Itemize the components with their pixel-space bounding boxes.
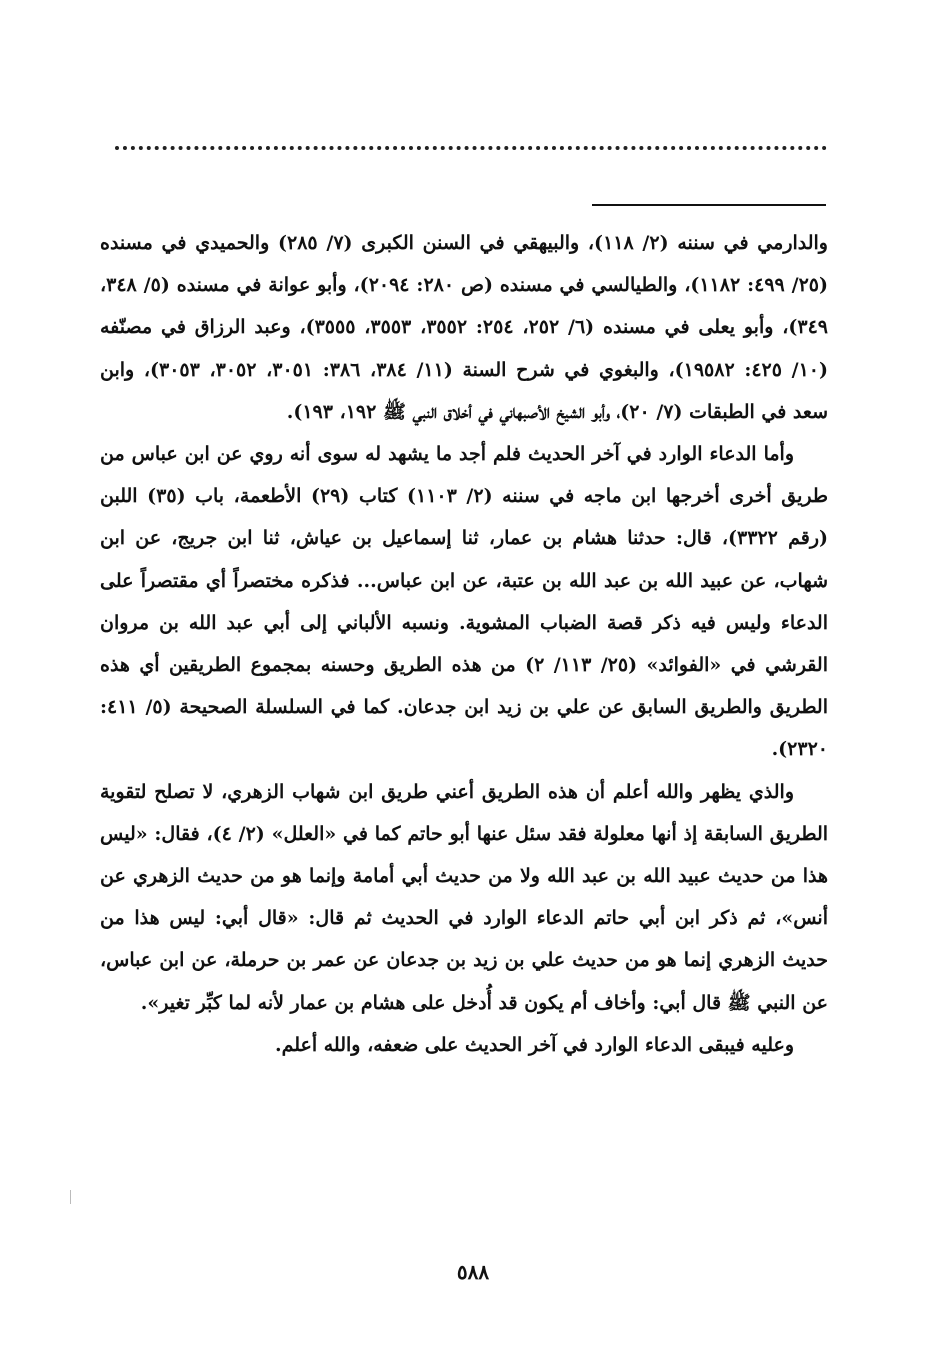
footnote-text bbox=[100, 222, 828, 1066]
scan-speck bbox=[70, 1190, 71, 1204]
footnote-paragraph-1: والدارمي في سننه (٢/ ١١٨)، والبيهقي في السنن الكبرى (٧/ ٢٨٥) والحميدي في مسنده (٢٥/ ٤٩٩: ١١٨٢)، والطيالسي في مسنده (ص ٢٨٠: ٢٠٩٤)، وأبو عوانة في مسنده (٥/ ٣٤٨، ٣٤٩)، وأبو يعلى في مسنده (٦/ ٢٥٢، ٢٥٤: ٣٥٥٢، ٣٥٥٣، ٣٥٥٥)، وعبد الرزاق في مصنّفه (١٠/ ٤٢٥: ١٩٥٨٢)، والبغوي في شرح السنة (١١/ ٣٨٤، ٣٨٦: ٣٠٥١، ٣٠٥٢، ٣٠٥٣)، وابن سعد في الطبقات (٧/ ٢٠)، وأبو الشيخ الأصبهاني في أخلاق النبي ﷺ ١٩٢، ١٩٣). bbox=[100, 232, 829, 423]
footnote-rule bbox=[592, 204, 826, 206]
page-number: ٥٨٨ bbox=[456, 1260, 490, 1284]
footnote-paragraph-3: والذي يظهر والله أعلم أن هذه الطريق أعني طريق ابن شهاب الزهري، لا تصلح لتقوية الطريق السابقة إذ أنها معلولة فقد سئل عنها أبو حاتم كما في «العلل» (٢/ ٤)، فقال: «ليس هذا من حديث عبيد الله بن عبد الله ولا من حديث أبي أمامة وإنما هو من حديث الزهري عن أنس»، ثم ذكر ابن أبي حاتم الدعاء الوارد في الحديث ثم قال: «قال أبي: ليس هذا من حديث الزهري إنما هو من حديث علي بن زيد بن جدعان عن عمر بن حرملة، عن ابن عباس، عن النبي ﷺ قال أبي: وأخاف أم يكون قد أُدخل على هشام بن عمار لأنه لما كبِّر تغير». bbox=[100, 780, 829, 1014]
footnote-paragraph-2: وأما الدعاء الوارد في آخر الحديث فلم أجد ما يشهد له سوى أنه روي عن ابن عباس من طريق أخرى أخرجها ابن ماجه في سننه (٢/ ١١٠٣) كتاب (٢٩) الأطعمة، باب (٣٥) اللبن (رقم ٣٣٢٢)، قال: حدثنا هشام بن عمار، ثنا إسماعيل بن عياش، ثنا ابن جريج، عن ابن شهاب، عن عبيد الله بن عبد الله بن عتبة، عن ابن عباس... فذكره مختصراً أي مقتصراً على الدعاء وليس فيه ذكر قصة الضباب المشوية. ونسبه الألباني إلى أبي عبد الله بن مروان القرشي في «الفوائد» (٢٥/ ١١٣/ ٢) من هذه الطريق وحسنه بمجموع الطريقين أي هذه الطريق والطريق السابق عن علي بن زيد ابن جدعان. كما في السلسلة الصحيحة (٥/ ٤١١: ٢٣٢٠). bbox=[100, 443, 829, 761]
dotted-separator bbox=[115, 146, 827, 150]
footnote-paragraph-4: وعليه فيبقى الدعاء الوارد في آخر الحديث على ضعفه، والله أعلم. bbox=[274, 1033, 794, 1056]
